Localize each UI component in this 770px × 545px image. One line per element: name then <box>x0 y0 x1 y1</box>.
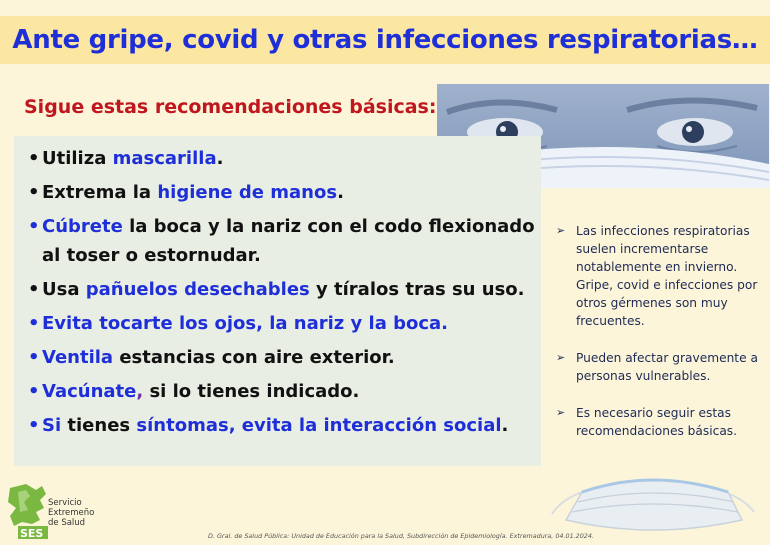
surgical-mask-image <box>542 462 764 542</box>
recommendation-cover-cough: • Cúbrete la boca y la nariz con el codo flexionado al toser o estornudar. <box>28 212 537 270</box>
logo-wordmark: Servicio Extremeño de Salud <box>48 498 95 528</box>
logo-letters: SES <box>20 527 44 540</box>
recommendation-mask: • Utiliza mascarilla. <box>28 144 537 173</box>
bullet: • <box>28 415 40 436</box>
recommendations-panel <box>14 136 541 466</box>
arrow-bullet-icon: ➢ <box>556 406 566 419</box>
arrow-bullet-icon: ➢ <box>556 351 566 364</box>
bullet: • <box>28 279 40 300</box>
title-banner <box>0 16 770 64</box>
side-note: ➢ Es necesario seguir estas recomendaciones básicas. <box>556 406 738 438</box>
recommendation-hand-hygiene: • Extrema la higiene de manos. <box>28 178 537 207</box>
bullet: • <box>28 381 40 402</box>
arrow-bullet-icon: ➢ <box>556 224 566 237</box>
bullet: • <box>28 182 40 203</box>
page-title: Ante gripe, covid y otras infecciones respiratorias… <box>12 25 758 55</box>
recommendation-avoid-touching: • Evita tocarte los ojos, la nariz y la boca. <box>28 309 537 338</box>
side-notes <box>556 222 766 459</box>
side-note: ➢ Pueden afectar gravemente a personas vulnerables. <box>556 351 758 383</box>
bullet: • <box>28 347 40 368</box>
recommendation-ventilate: • Ventila estancias con aire exterior. <box>28 343 537 372</box>
footer-credits: D. Gral. de Salud Pública: Unidad de Educación para la Salud, Subdirección de Epidemiología. Extremadura, 04.01.2024. <box>208 532 594 540</box>
bullet: • <box>28 216 40 237</box>
side-note: ➢ Las infecciones respiratorias suelen incrementarse notablemente en invierno. Gripe, covid e infecciones por otros gérmenes son muy frecuentes. <box>556 224 758 328</box>
recommendation-vaccinate: • Vacúnate, si lo tienes indicado. <box>28 377 537 406</box>
recommendation-symptoms: • Si tienes síntomas, evita la interacción social. <box>28 411 537 440</box>
recommendations-list <box>14 136 541 440</box>
bullet: • <box>28 313 40 334</box>
subtitle: Sigue estas recomendaciones básicas: <box>24 96 437 118</box>
recommendation-tissues: • Usa pañuelos desechables y tíralos tras su uso. <box>28 275 537 304</box>
bullet: • <box>28 148 40 169</box>
